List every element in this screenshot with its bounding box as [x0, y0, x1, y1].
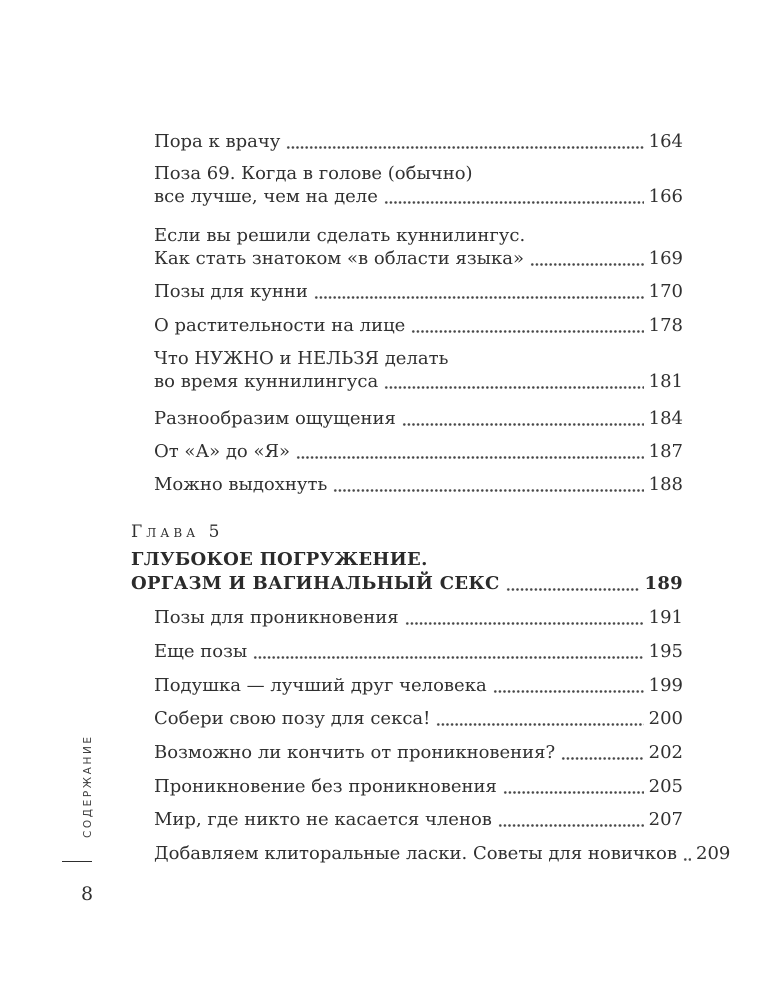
dot-leader [384, 200, 644, 205]
toc-entry-title: Позы для кунни [154, 281, 308, 302]
dot-leader [561, 756, 643, 761]
toc-entry [154, 640, 683, 663]
dot-leader [493, 689, 644, 694]
toc-entry-title: Разнообразим ощущения [154, 408, 396, 429]
dot-leader [333, 488, 643, 493]
toc-entry [154, 842, 731, 865]
toc-entry [154, 162, 683, 185]
toc-entry-title: Что НУЖНО и НЕЛЬЗЯ делать [154, 348, 449, 369]
dot-leader [506, 587, 640, 592]
toc-entry-title: Как стать знатоком «в области языка» [154, 248, 524, 269]
toc-entry-title: Пора к врачу [154, 131, 281, 152]
toc-entry-title: Позы для проникновения [154, 607, 399, 628]
sidebar-section-label: СОДЕРЖАНИЕ [82, 734, 94, 838]
dot-leader [683, 857, 691, 862]
toc-entry [154, 407, 683, 430]
toc-entry-title: все лучше, чем на деле [154, 186, 378, 207]
toc-entry-page: 202 [648, 742, 683, 763]
toc-entry [154, 440, 683, 463]
toc-entry-page: 207 [648, 809, 683, 830]
toc-entry-page: 181 [648, 371, 683, 392]
dot-leader [503, 790, 644, 795]
dot-leader [402, 422, 644, 427]
toc-entry [154, 741, 683, 764]
chapter-label: Глава 5 [131, 522, 224, 542]
toc-entry-page: 191 [648, 607, 683, 628]
chapter-title-line2: ОРГАЗМ И ВАГИНАЛЬНЫЙ СЕКС 189 [131, 573, 683, 594]
page-number: 8 [80, 883, 94, 905]
dot-leader [384, 385, 643, 390]
toc-entry-title: во время куннилингуса [154, 371, 379, 392]
dot-leader [314, 295, 644, 300]
toc-entry-page: 169 [648, 248, 683, 269]
chapter-page: 189 [644, 573, 683, 594]
chapter-title-line1: ГЛУБОКОЕ ПОГРУЖЕНИЕ. [131, 549, 428, 570]
toc-entry-page: 178 [648, 315, 683, 336]
toc-entry [154, 347, 683, 370]
dot-leader [405, 621, 644, 626]
toc-entry-page: 170 [648, 281, 683, 302]
toc-entry-continuation [154, 247, 683, 270]
toc-entry-title: Мир, где никто не касается членов [154, 809, 492, 830]
dot-leader [286, 145, 643, 150]
toc-entry-title: Собери свою позу для секса! [154, 708, 431, 729]
toc-entry-continuation [154, 185, 683, 208]
toc-entry [154, 674, 683, 697]
toc-entry-page: 195 [648, 641, 683, 662]
toc-entry [154, 224, 683, 247]
toc-entry [154, 130, 683, 153]
toc-entry [154, 280, 683, 303]
toc-entry-title: Поза 69. Когда в голове (обычно) [154, 163, 473, 184]
toc-entry-title: Добавляем клиторальные ласки. Советы для новичков [154, 843, 678, 864]
toc-entry-title: Можно выдохнуть [154, 474, 328, 495]
dot-leader [253, 655, 643, 660]
toc-entry-title: Если вы решили сделать куннилингус. [154, 225, 526, 246]
toc-entry-continuation [154, 370, 683, 393]
dot-leader [436, 722, 643, 727]
dot-leader [296, 455, 644, 460]
toc-entry-page: 209 [696, 843, 731, 864]
toc-entry [154, 808, 683, 831]
toc-entry [154, 707, 683, 730]
toc-entry-page: 164 [648, 131, 683, 152]
toc-entry-title: От «А» до «Я» [154, 441, 291, 462]
toc-entry-title: Подушка — лучший друг человека [154, 675, 487, 696]
toc-entry-page: 166 [648, 186, 683, 207]
toc-entry-page: 187 [648, 441, 683, 462]
toc-entry-page: 199 [648, 675, 683, 696]
toc-entry-page: 200 [648, 708, 683, 729]
footer-rule [62, 861, 92, 862]
dot-leader [498, 823, 644, 828]
toc-entry-page: 184 [648, 408, 683, 429]
dot-leader [411, 329, 643, 334]
toc-entry-title: Еще позы [154, 641, 248, 662]
toc-entry-page: 205 [648, 776, 683, 797]
toc-entry [154, 775, 683, 798]
toc-entry-title: Проникновение без проникновения [154, 776, 497, 797]
toc-entry-page: 188 [648, 474, 683, 495]
toc-entry-title: Возможно ли кончить от проникновения? [154, 742, 556, 763]
dot-leader [530, 262, 644, 267]
toc-entry-title: О растительности на лице [154, 315, 406, 336]
toc-entry [154, 606, 683, 629]
toc-entry [154, 314, 683, 337]
toc-entry [154, 473, 683, 496]
